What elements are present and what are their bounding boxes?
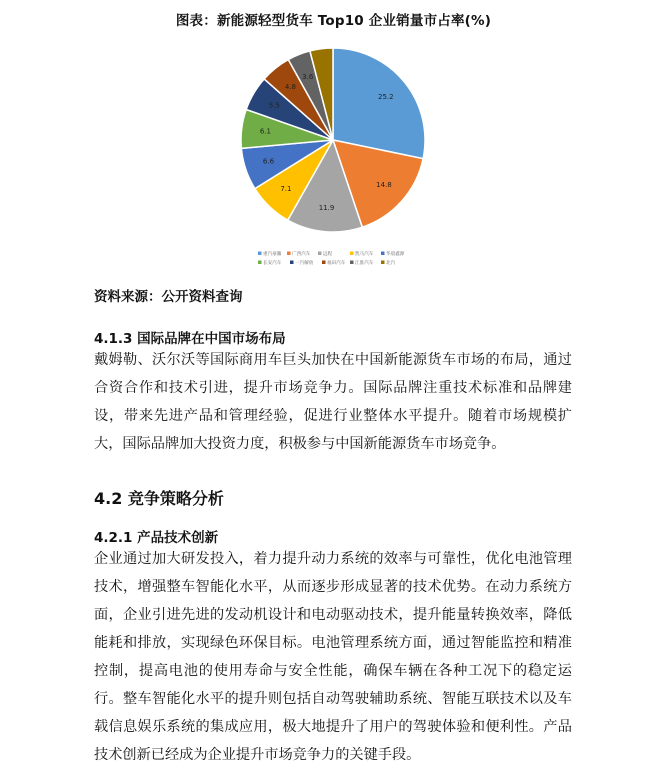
pie-slice-label: 7.1 <box>280 185 292 194</box>
legend-swatch <box>258 261 262 265</box>
pie-slice-label: 4.8 <box>284 82 296 91</box>
section-heading-4-2-1: 4.2.1 产品技术创新 <box>94 530 219 546</box>
legend-swatch <box>290 261 294 265</box>
section-body-4-1-3: 戴姆勒、沃尔沃等国际商用车巨头加快在中国新能源货车市场的布局，通过合资合作和技术引进，提升市场竞争力。国际品牌注重技术标准和品牌建设，带来先进产品和管理经验，促进行业整体水平提升。随着市场规模扩大，国际品牌加大投资力度，积极参与中国新能源货车市场竞争。 <box>94 352 572 452</box>
legend-swatch <box>318 252 322 256</box>
section-body-4-2-1: 企业通过加大研发投入，着力提升动力系统的效率与可靠性，优化电池管理技术，增强整车智能化水平，从而逐步形成显著的技术优势。在动力系统方面，企业引进先进的发动机设计和电动驱动技术，提升能量转换效率，降低能耗和排放，实现绿色环保目标。电池管理系统方面，通过智能监控和精准控制，提高电池的使用寿命与安全性能，确保车辆在各种工况下的稳定运行。整车智能化水平的提升则包括自动驾驶辅助系统、智能互联技术以及车载信息娱乐系统的集成应用，极大地提升了用户的驾驶体验和便利性。产品技术创新已经成为企业提升市场竞争力的关键手段。 <box>94 551 572 763</box>
legend-label: 长安汽车 <box>263 261 282 266</box>
pie-slice-label: 14.8 <box>376 181 392 190</box>
legend-label: 江淮汽车 <box>355 261 374 266</box>
pie-slice-label: 6.6 <box>262 157 275 166</box>
legend-swatch <box>287 252 291 256</box>
pie-slice-label: 25.2 <box>378 93 394 102</box>
pie-slice-label: 11.9 <box>318 203 335 212</box>
pie-slice-label: 5.5 <box>268 101 280 110</box>
legend-swatch <box>258 252 262 256</box>
legend-label: 福田汽车 <box>327 261 346 266</box>
chart-title: 图表：新能源轻型货车 Top10 企业销量市占率(%) <box>175 13 492 29</box>
pie-slice-label: 3.6 <box>302 72 314 81</box>
section-heading-4-2: 4.2 竞争策略分析 <box>94 489 224 508</box>
pie-slice <box>333 48 425 159</box>
legend-label: 凯马汽车 <box>355 252 374 257</box>
source-note: 资料来源：公开资料查询 <box>94 289 243 305</box>
legend-swatch <box>381 261 385 265</box>
legend-label: 北汽 <box>386 261 396 266</box>
legend-swatch <box>381 252 385 256</box>
legend-label: 一汽解放 <box>295 261 314 266</box>
pie-slice-label: 6.1 <box>259 127 272 136</box>
section-heading-4-1-3: 4.1.3 国际品牌在中国市场布局 <box>94 331 286 347</box>
legend-swatch <box>322 261 326 265</box>
chart-legend <box>258 250 405 266</box>
legend-swatch <box>350 261 354 265</box>
pie-chart <box>0 0 667 276</box>
legend-swatch <box>350 252 354 256</box>
legend-label: 重汽豪瀚 <box>263 252 282 257</box>
legend-label: 远程 <box>323 252 333 257</box>
legend-label: 广西汽车 <box>292 252 311 257</box>
legend-label: 华晨鑫源 <box>386 252 405 257</box>
